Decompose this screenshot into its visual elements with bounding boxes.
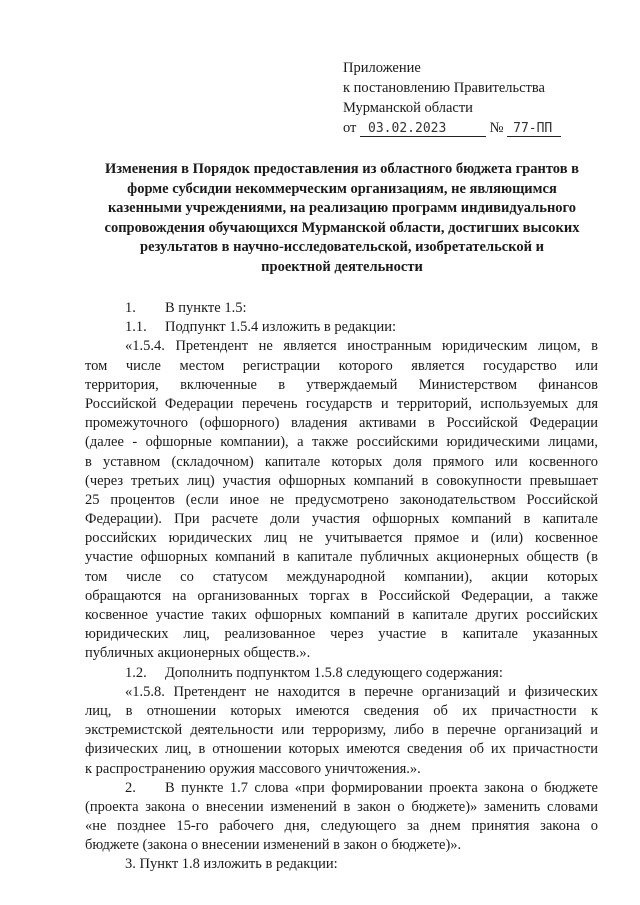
paragraph-line: (проекта закона о внесении изменений в закон о бюджете)» заменить словами [85, 798, 598, 815]
paragraph-line: экстремистской деятельности или терроризму, либо в перечне организаций и [85, 722, 598, 739]
item-1-2 [85, 664, 598, 683]
paragraph-line: обращаются на организованных торгах в Российской Федерации, а также [85, 587, 598, 604]
item-text: В пункте 1.7 слова «при формировании проекта закона о бюджете [165, 779, 598, 796]
document-title [82, 160, 602, 277]
paragraph-line: «1.5.8. Претендент не находится в перечне организаций и физических [125, 683, 598, 700]
number-value: 77-ПП [507, 122, 561, 137]
paragraph-line: к распространению оружия массового уничтожения.». [85, 760, 421, 777]
appendix-date-line [343, 118, 561, 138]
paragraph-line [85, 779, 598, 798]
title-line: Изменения в Порядок предоставления из областного бюджета грантов в [105, 161, 579, 177]
item-number: 1.2. [125, 664, 147, 681]
paragraph-line: территория, включенные в утверждаемый Министерством финансов [85, 376, 598, 393]
date-prefix: от [343, 120, 357, 136]
paragraph-line: 25 процентов (если иное не предусмотрено законодательством Российской [85, 491, 598, 508]
paragraph-line: российских юридических лиц не учитывается прямое и (или) косвенное [85, 530, 598, 547]
title-line: форме субсидии некоммерческим организациям, не являющимся [127, 180, 557, 197]
item-2 [85, 779, 598, 856]
appendix-header [343, 58, 561, 138]
paragraph-line: Федерации). При расчете доли участия офшорных компаний в капитале [85, 511, 598, 528]
quote-1-5-4 [85, 337, 598, 663]
paragraph-line: в уставном (складочном) капитале которых доля прямого или косвенного [85, 453, 598, 470]
number-prefix: № [489, 120, 504, 136]
item-number: 1.1. [125, 319, 147, 336]
title-line: результатов в научно-исследовательской, изобретательской и [140, 239, 544, 255]
paragraph-line: промежуточного (офшорного) владения активами в Российской Федерации [85, 415, 598, 432]
title-line: казенными учреждениями, на реализацию программ индивидуального [107, 200, 577, 216]
item-1 [85, 299, 598, 318]
item-1-1 [85, 318, 598, 337]
paragraph-line: участие офшорных компаний в капитале публичных акционерных обществ (в [85, 549, 598, 566]
title-line: проектной деятельности [261, 258, 423, 275]
paragraph-line: бюджете (закона о внесении изменений в закон о бюджете)». [85, 837, 462, 854]
item-3: 3. Пункт 1.8 изложить в редакции: [125, 856, 338, 873]
item-text: В пункте 1.5: [165, 300, 247, 316]
paragraph-line: лиц, в отношении которых имеются сведения об их причастности к [85, 702, 598, 719]
paragraph-line: «не позднее 15-го рабочего дня, следующего за днем принятия закона о [85, 818, 598, 835]
item-text: Подпункт 1.5.4 изложить в редакции: [165, 319, 396, 336]
appendix-label: Приложение [343, 60, 421, 76]
paragraph-line: том числе местом регистрации которого является государство или [85, 357, 598, 374]
appendix-decree-ref: к постановлению Правительства [343, 80, 545, 96]
paragraph-line: (через третьих лиц) участия офшорных компаний в совокупности превышает [85, 472, 598, 489]
item-number: 1. [125, 300, 136, 316]
paragraph-line: Российской Федерации перечень государств и территорий, используемых для [85, 395, 598, 412]
title-line: сопровождения обучающихся Мурманской области, достигших высоких [104, 219, 580, 236]
appendix-region: Мурманской области [343, 100, 473, 116]
item-number: 2. [125, 779, 136, 796]
paragraph-line: публичных акционерных обществ.». [85, 645, 311, 662]
paragraph-line: том числе со статусом международной компании), акции которых [85, 568, 598, 585]
paragraph-line: «1.5.4. Претендент не является иностранным юридическим лицом, в [125, 338, 598, 355]
item-text: Дополнить подпунктом 1.5.8 следующего содержания: [165, 664, 503, 681]
document-body [85, 299, 598, 875]
paragraph-line: косвенное участие таких офшорных компаний в капитале других российских [85, 607, 598, 623]
paragraph-line: (далее - офшорные компании), а также российскими юридическими лицами, [85, 434, 598, 451]
paragraph-line: физических лиц, в отношении которых имеются сведения об их причастности [85, 741, 598, 758]
paragraph-line: юридических лиц, реализованное через участие в капитале указанных [85, 626, 598, 643]
quote-1-5-8 [85, 683, 598, 779]
date-value: 03.02.2023 [360, 122, 486, 137]
